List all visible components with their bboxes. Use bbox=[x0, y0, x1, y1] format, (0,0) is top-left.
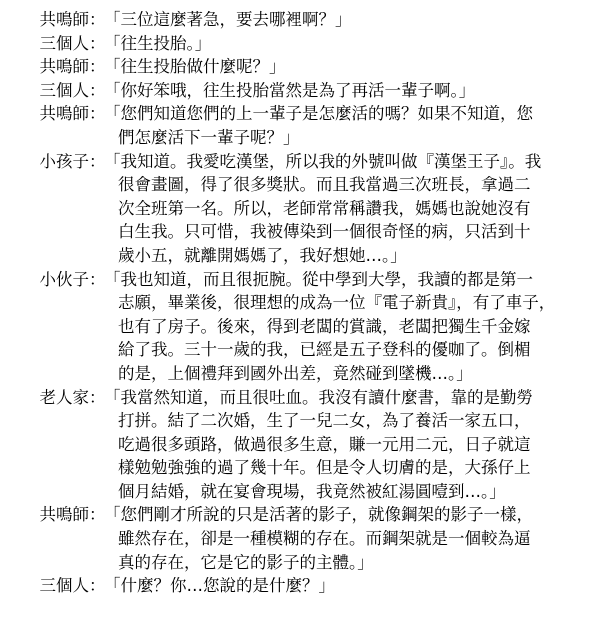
dialogue-text bbox=[104, 79, 596, 103]
dialogue-line: 「三位這麼著急，要去哪裡啊？」 bbox=[104, 10, 352, 29]
dialogue-line: 吃過很多頭路，做過很多生意，賺一元用二元，日子就這 bbox=[118, 434, 531, 454]
dialogue-text bbox=[104, 150, 596, 268]
dialogue-line: 的是，上個禮拜到國外出差，竟然碰到墜機…。」 bbox=[118, 363, 473, 383]
dialogue-line: 「我知道。我愛吃漢堡，所以我的外號叫做『漢堡王子』。我 bbox=[104, 151, 542, 171]
speaker-name: 三個人 bbox=[39, 33, 89, 53]
dialogue-entry bbox=[0, 386, 596, 504]
dialogue-line: 白生我。只可惜，我被傳染到一個很奇怪的病，只活到十 bbox=[118, 222, 531, 242]
dialogue-text bbox=[104, 503, 596, 574]
dialogue-entry bbox=[0, 503, 596, 574]
dialogue-entry bbox=[0, 55, 596, 79]
dialogue-line: 「你好笨哦，往生投胎當然是為了再活一輩子啊。」 bbox=[104, 80, 476, 100]
dialogue-line: 志願，畢業後，很理想的成為一位『電子新貴』，有了車子， bbox=[118, 293, 556, 313]
dialogue-line: 次全班第一名。所以，老師常常稱讚我，媽媽也說她沒有 bbox=[118, 198, 531, 218]
speaker-colon: ： bbox=[89, 576, 106, 596]
speaker-colon: ： bbox=[89, 151, 106, 171]
speaker-name: 三個人 bbox=[39, 576, 89, 596]
dialogue-line: 很會畫圖，得了很多獎狀。而且我當過三次班長，拿過二 bbox=[118, 175, 531, 195]
dialogue-text bbox=[104, 102, 596, 149]
dialogue-entry bbox=[0, 102, 596, 149]
speaker-name: 小伙子 bbox=[39, 269, 89, 289]
dialogue-line: 「往生投胎做什麼呢？」 bbox=[104, 57, 286, 77]
dialogue-line: 歲小五，就離開媽媽了，我好想她…。」 bbox=[118, 245, 407, 265]
dialogue-text bbox=[104, 32, 596, 56]
speaker-name: 共鳴師 bbox=[39, 10, 89, 29]
speaker-colon: ： bbox=[89, 387, 106, 407]
speaker-colon: ： bbox=[89, 104, 106, 124]
dialogue-line: 也有了房子。後來，得到老闆的賞識，老闆把獨生千金嫁 bbox=[118, 316, 531, 336]
dialogue-entry bbox=[0, 268, 596, 386]
speaker-name: 共鳴師 bbox=[39, 57, 89, 77]
dialogue-entry bbox=[0, 79, 596, 103]
dialogue-line: 給了我。三十一歲的我，已經是五子登科的優咖了。倒楣 bbox=[118, 340, 531, 360]
speaker-colon: ： bbox=[89, 269, 106, 289]
dialogue-line: 「我也知道，而且很扼腕。從中學到大學，我讀的都是第一 bbox=[104, 269, 533, 289]
dialogue-line: 真的存在，它是它的影子的主體。」 bbox=[118, 552, 374, 572]
dialogue-entry bbox=[0, 574, 596, 598]
dialogue-line: 們怎麼活下一輩子呢？」 bbox=[118, 127, 300, 147]
speaker-name: 小孩子 bbox=[39, 151, 89, 171]
dialogue-entry bbox=[0, 32, 596, 56]
speaker-name: 三個人 bbox=[39, 80, 89, 100]
dialogue-text bbox=[104, 55, 596, 79]
speaker-name: 共鳴師 bbox=[39, 505, 89, 525]
dialogue-line: 雖然存在，卻是一種模糊的存在。而鋼架就是一個較為逼 bbox=[118, 529, 531, 549]
dialogue-text bbox=[104, 8, 596, 32]
dialogue-text bbox=[104, 574, 596, 598]
speaker-colon: ： bbox=[89, 80, 106, 100]
speaker-name: 共鳴師 bbox=[39, 104, 89, 124]
speaker-name: 老人家 bbox=[39, 387, 89, 407]
dialogue-line: 打拼。結了二次婚，生了一兒二女，為了養活一家五口， bbox=[118, 411, 531, 431]
dialogue-line: 「您們知道您們的上一輩子是怎麼活的嗎？如果不知道，您 bbox=[104, 104, 533, 124]
dialogue-line: 樣勉勉強強的過了幾十年。但是令人切膚的是，大孫仔上 bbox=[118, 458, 531, 478]
dialogue-text bbox=[104, 386, 596, 504]
speaker-colon: ： bbox=[89, 33, 106, 53]
speaker-colon: ： bbox=[89, 57, 106, 77]
speaker-colon: ： bbox=[89, 505, 106, 525]
speaker-colon: ： bbox=[89, 10, 106, 29]
dialogue-line: 「您們剛才所說的只是活著的影子，就像鋼架的影子一樣， bbox=[104, 505, 533, 525]
dialogue-entry bbox=[0, 8, 596, 32]
dialogue-line: 個月結婚，就在宴會現場，我竟然被紅湯圓噎到…。」 bbox=[118, 481, 506, 501]
dialogue-entry bbox=[0, 150, 596, 268]
dialogue-line: 「我當然知道，而且很吐血。我沒有讀什麼書，靠的是勤勞 bbox=[104, 387, 533, 407]
dialogue-line: 「什麼？你…您說的是什麼？」 bbox=[104, 576, 335, 596]
dialogue-text bbox=[104, 268, 596, 386]
dialogue-line: 「往生投胎。」 bbox=[104, 33, 212, 53]
